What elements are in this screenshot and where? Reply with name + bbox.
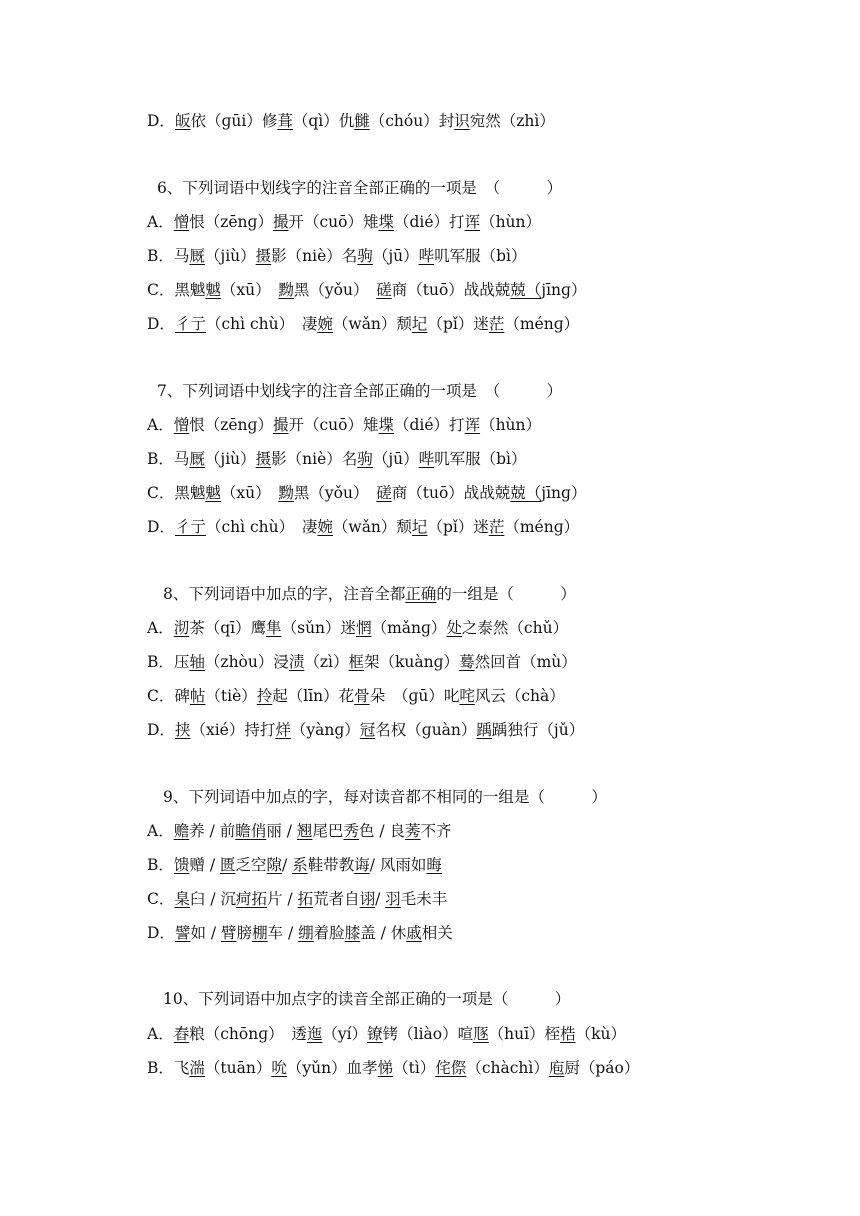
underlined-char: 吮: [271, 1059, 287, 1077]
underlined-char: 雠: [354, 112, 370, 130]
text-segment: D．: [147, 518, 175, 536]
text-segment: 丽 /: [266, 822, 297, 840]
underlined-char: 隼: [266, 619, 282, 637]
option-line: [147, 448, 527, 470]
text-segment: A．: [147, 213, 174, 231]
underlined-char: 诲: [354, 856, 370, 874]
text-segment: jīnɡ）: [541, 484, 587, 502]
underlined-char: 哔: [418, 247, 435, 265]
text-segment: B．压: [147, 653, 190, 671]
underlined-char: 臂: [221, 924, 237, 942]
underlined-char: 憎: [173, 213, 190, 231]
text-segment: 起（līn）花: [272, 687, 355, 705]
text-segment: （chóu）封: [369, 112, 455, 130]
option-line: [147, 110, 555, 132]
text-segment: 9、下列词语中加点的字，每对读音都不相同的一组是（ ）: [163, 788, 607, 806]
text-segment: （hùn）: [480, 416, 542, 434]
option-line: [147, 685, 565, 707]
option-line: [147, 245, 527, 267]
underlined-char: 馈: [173, 856, 190, 874]
text-segment: 膀: [236, 924, 253, 942]
underlined-char: 框: [348, 653, 365, 671]
text-segment: A．: [147, 1025, 174, 1043]
underlined-char: 惘: [356, 619, 372, 637]
text-segment: 风云（chà）: [474, 687, 565, 705]
text-segment: 名权（ɡuàn）: [375, 721, 477, 739]
text-segment: 不齐: [420, 822, 452, 840]
underlined-char: 冠: [359, 721, 376, 739]
underlined-char: 蓦: [459, 653, 475, 671]
underlined-char: 戚: [406, 924, 422, 942]
option-line: [147, 516, 579, 538]
text-segment: 铐（liào）喧: [382, 1025, 474, 1043]
option-line: [147, 279, 586, 301]
underlined-char: 踽: [476, 721, 492, 739]
text-segment: 厨（páo）: [564, 1059, 640, 1077]
text-segment: 盖 / 休: [360, 924, 407, 942]
text-segment: 之泰然（chǔ）: [461, 619, 569, 637]
text-segment: 叽军服（bì）: [434, 247, 527, 265]
underlined-char: 黝: [278, 484, 294, 502]
text-segment: 踽独行（jǔ）: [491, 721, 585, 739]
text-segment: 荒者自: [313, 890, 360, 908]
underlined-char: 拓: [251, 890, 267, 908]
text-segment: 车 /: [267, 924, 299, 942]
underlined-char: 魆: [205, 484, 221, 502]
text-segment: 然回首（mù）: [474, 653, 577, 671]
underlined-char: 莠: [405, 822, 421, 840]
underlined-char: 撮: [272, 416, 289, 434]
underlined-char: 烊: [275, 721, 291, 739]
text-segment: 6、下列词语中划线字的注音全部正确的一项是 （ ）: [157, 179, 563, 197]
text-segment: （jū）: [372, 450, 419, 468]
underlined-char: 摄: [255, 450, 272, 468]
underlined-char: 魆: [205, 281, 221, 299]
text-segment: （ménɡ）: [504, 518, 580, 536]
underlined-char: 晦: [426, 856, 442, 874]
text-segment: D．: [147, 315, 175, 333]
option-line: [147, 313, 579, 335]
text-segment: 粮（chōnɡ） 透: [189, 1025, 307, 1043]
underlined-char: 彳亍: [174, 518, 206, 536]
text-segment: （yǔn）血孝: [286, 1059, 378, 1077]
text-segment: （pǐ）迷: [427, 518, 489, 536]
underlined-char: 拎: [256, 687, 273, 705]
text-segment: （zì）: [304, 653, 349, 671]
text-segment: （chì chù） 凄: [205, 315, 318, 333]
text-segment: A．: [147, 619, 174, 637]
underlined-char: 茫: [488, 518, 505, 536]
text-segment: 商（tuō）战战兢: [391, 484, 511, 502]
underlined-char: 渍: [288, 653, 305, 671]
underlined-char: 处: [446, 619, 462, 637]
underlined-char: 湍: [189, 1059, 205, 1077]
underlined-char: 咤: [459, 687, 475, 705]
text-segment: （dié）打: [394, 213, 465, 231]
underlined-char: 皈: [174, 112, 191, 130]
underlined-char: 堞: [378, 213, 394, 231]
underlined-char: 黝: [278, 281, 294, 299]
text-segment: 影（niè）名: [271, 247, 358, 265]
underlined-char: 茫: [488, 315, 505, 333]
text-segment: 黑（yǒu）: [293, 484, 377, 502]
text-segment: （pǐ）迷: [427, 315, 489, 333]
question-line: [157, 380, 562, 402]
underlined-char: 赡: [173, 822, 190, 840]
text-segment: 架（kuànɡ）: [364, 653, 460, 671]
underlined-char: 疴: [235, 890, 252, 908]
underlined-char: 梏: [560, 1025, 576, 1043]
text-segment: （wǎn）颓: [332, 518, 412, 536]
underlined-char: 诩: [359, 890, 376, 908]
text-segment: 色 / 良: [358, 822, 406, 840]
text-segment: D．: [147, 112, 175, 130]
underlined-char: 秀: [343, 822, 359, 840]
text-segment: 鞋带教: [307, 856, 355, 874]
underlined-char: 骨: [354, 687, 370, 705]
option-line: [147, 854, 442, 876]
text-segment: （wǎn）颓: [332, 315, 412, 333]
text-segment: （mǎnɡ）: [371, 619, 447, 637]
underlined-char: 轴: [189, 653, 205, 671]
underlined-char: 诨: [464, 213, 481, 231]
text-segment: C．黑魆: [147, 281, 206, 299]
underlined-char: 堞: [378, 416, 394, 434]
underlined-char: 系: [292, 856, 308, 874]
underlined-char: 悌: [377, 1059, 394, 1077]
underlined-char: 棚: [252, 924, 268, 942]
underlined-char: 隙: [266, 856, 283, 874]
underlined-char: 沏: [173, 619, 190, 637]
text-segment: 如 /: [190, 924, 222, 942]
underlined-char: 彳亍: [174, 315, 206, 333]
question-line: [163, 786, 607, 808]
underlined-char: 羽: [385, 890, 401, 908]
text-segment: B．马: [147, 247, 190, 265]
text-segment: （xū）: [220, 281, 279, 299]
text-segment: 宛然（zhì）: [469, 112, 555, 130]
option-line: [147, 482, 586, 504]
underlined-char: 诨: [464, 416, 481, 434]
text-segment: 的一组是（ ）: [436, 585, 576, 603]
underlined-char: 譬: [174, 924, 191, 942]
underlined-char: 镣: [367, 1025, 383, 1043]
underlined-char: 挟: [174, 721, 191, 739]
text-segment: /: [375, 890, 386, 908]
text-segment: 着脸: [313, 924, 345, 942]
underlined-char: 厩: [189, 450, 205, 468]
text-segment: （jiù）: [204, 450, 256, 468]
underlined-char: 憎: [173, 416, 190, 434]
text-segment: （qì）仇: [292, 112, 355, 130]
underlined-char: 豗: [473, 1025, 489, 1043]
text-segment: / 风雨如: [369, 856, 427, 874]
text-segment: 商（tuō）战战兢: [391, 281, 511, 299]
option-line: [147, 211, 541, 233]
text-segment: （kù）: [575, 1025, 626, 1043]
question-line: [157, 177, 562, 199]
text-segment: D．: [147, 924, 175, 942]
underlined-char: 臬: [174, 890, 190, 908]
text-segment: 尾巴: [312, 822, 344, 840]
text-segment: 赠 /: [189, 856, 220, 874]
text-segment: 恨（zēnɡ）: [189, 213, 273, 231]
underlined-char: 兢（: [510, 484, 542, 502]
text-segment: 养 / 前: [189, 822, 236, 840]
text-segment: B．: [147, 856, 174, 874]
text-segment: 毛未丰: [400, 890, 448, 908]
underlined-char: 正确: [405, 585, 437, 603]
option-line: [147, 1023, 626, 1045]
text-segment: （yí）: [322, 1025, 368, 1043]
text-segment: C．: [147, 890, 175, 908]
underlined-char: 驹: [357, 450, 373, 468]
option-line: [147, 719, 584, 741]
question-line: [163, 988, 570, 1010]
underlined-char: 圮: [411, 518, 428, 536]
text-segment: 8、下列词语中加点的字，注音全都: [163, 585, 406, 603]
underlined-char: 婉: [317, 518, 333, 536]
text-segment: D．: [147, 721, 175, 739]
underlined-char: 迤: [306, 1025, 323, 1043]
text-segment: （hùn）: [480, 213, 542, 231]
underlined-char: 拓: [297, 890, 314, 908]
text-segment: /: [282, 856, 293, 874]
text-segment: 依（ɡūi）修: [190, 112, 278, 130]
text-segment: 乏空: [235, 856, 267, 874]
text-segment: 开（cuō）雉: [288, 213, 379, 231]
text-segment: 黑（yǒu）: [293, 281, 377, 299]
option-line: [147, 888, 447, 910]
text-segment: 茶（qī）鹰: [189, 619, 267, 637]
text-segment: C．黑魆: [147, 484, 206, 502]
underlined-char: 摄: [255, 247, 272, 265]
underlined-char: 瞻: [235, 822, 251, 840]
underlined-char: 磋: [376, 484, 392, 502]
text-segment: （chì chù） 凄: [205, 518, 318, 536]
underlined-char: 婉: [317, 315, 333, 333]
text-segment: （huī）桎: [488, 1025, 561, 1043]
underlined-char: 绷: [298, 924, 314, 942]
underlined-char: 匮: [219, 856, 236, 874]
option-line: [147, 922, 453, 944]
text-segment: （ménɡ）: [504, 315, 580, 333]
text-segment: 影（niè）名: [271, 450, 358, 468]
text-segment: A．: [147, 416, 174, 434]
text-segment: 叽军服（bì）: [434, 450, 527, 468]
underlined-char: 厩: [189, 247, 205, 265]
underlined-char: 俏: [250, 822, 267, 840]
question-line: [163, 583, 576, 605]
underlined-char: 侘傺: [435, 1059, 467, 1077]
text-segment: C．碑: [147, 687, 190, 705]
option-line: [147, 820, 452, 842]
underlined-char: 膝: [344, 924, 361, 942]
text-segment: 7、下列词语中划线字的注音全部正确的一项是 （ ）: [157, 382, 563, 400]
underlined-char: 圮: [411, 315, 428, 333]
text-segment: （tuān）: [204, 1059, 272, 1077]
text-segment: A．: [147, 822, 174, 840]
underlined-char: 驹: [357, 247, 373, 265]
text-segment: （yànɡ）: [290, 721, 360, 739]
underlined-char: 帖: [189, 687, 206, 705]
text-segment: （jū）: [372, 247, 419, 265]
underlined-char: 识: [454, 112, 470, 130]
text-segment: （tiè）: [205, 687, 257, 705]
text-segment: 恨（zēnɡ）: [189, 416, 273, 434]
text-segment: jīnɡ）: [541, 281, 587, 299]
text-segment: 片 /: [267, 890, 298, 908]
underlined-char: 哔: [418, 450, 435, 468]
underlined-char: 庖: [548, 1059, 565, 1077]
option-line: [147, 651, 577, 673]
option-line: [147, 414, 541, 436]
text-segment: （sǔn）迷: [281, 619, 357, 637]
text-segment: 10、下列词语中加点字的读音全部正确的一项是（ ）: [163, 990, 571, 1008]
text-segment: 朵 （ɡū）叱: [369, 687, 460, 705]
text-segment: （tì）: [393, 1059, 436, 1077]
text-segment: （dié）打: [394, 416, 465, 434]
text-segment: （jiù）: [204, 247, 256, 265]
underlined-char: 兢（: [510, 281, 542, 299]
text-segment: 臼 / 沉: [189, 890, 236, 908]
text-segment: （zhòu）浸: [204, 653, 289, 671]
text-segment: （chàchì）: [466, 1059, 549, 1077]
underlined-char: 磋: [376, 281, 392, 299]
underlined-char: 撮: [272, 213, 289, 231]
text-segment: （xié）持打: [190, 721, 276, 739]
text-segment: （xū）: [220, 484, 279, 502]
underlined-char: 葺: [277, 112, 293, 130]
option-line: [147, 617, 568, 639]
text-segment: 开（cuō）雉: [288, 416, 379, 434]
underlined-char: 翘: [296, 822, 313, 840]
text-segment: B．飞: [147, 1059, 190, 1077]
text-segment: B．马: [147, 450, 190, 468]
underlined-char: 舂: [173, 1025, 190, 1043]
option-line: [147, 1057, 639, 1079]
text-segment: 相关: [421, 924, 453, 942]
